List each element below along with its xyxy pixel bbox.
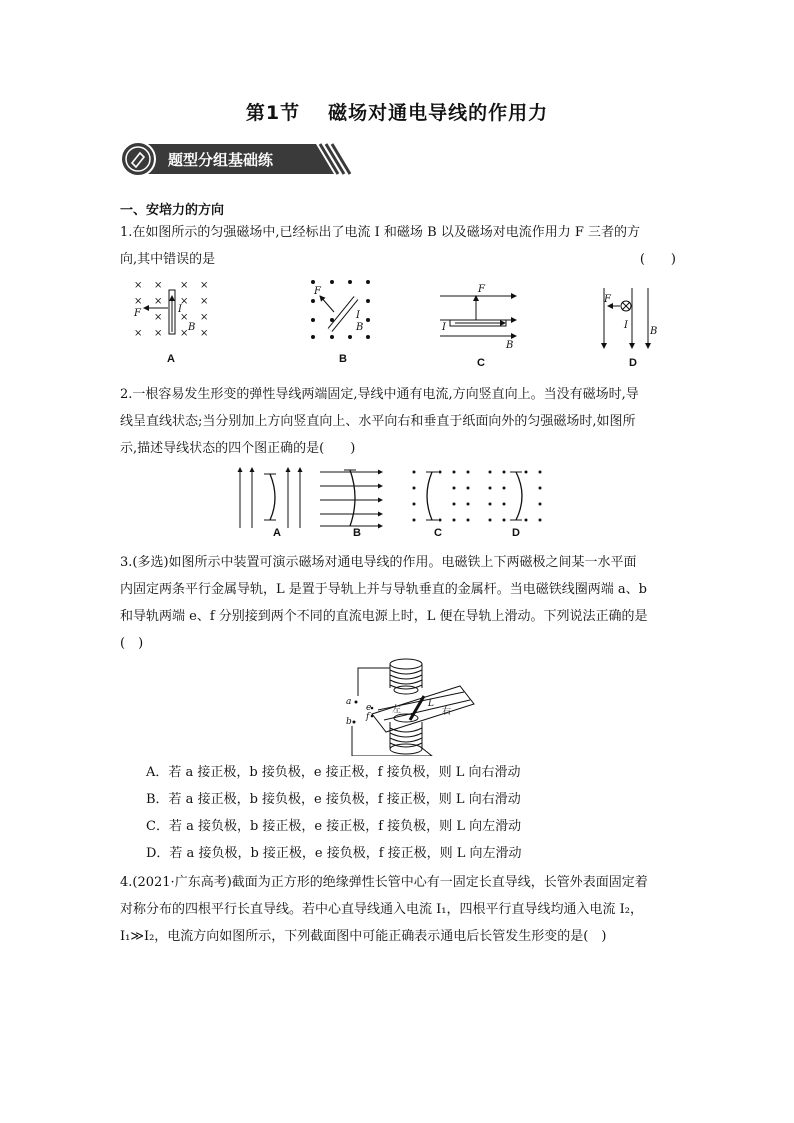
q3-option-b[interactable]: B．若 a 接正极，b 接负极，e 接负极，f 接正极，则 L 向右滑动	[146, 792, 521, 807]
label-i: I	[442, 322, 446, 333]
banner-graphic	[120, 141, 352, 177]
q3-line4: ( )	[120, 636, 144, 651]
q2-caption-c: C	[434, 527, 442, 539]
svg-text:×: ×	[134, 328, 143, 339]
svg-text:×: ×	[180, 280, 189, 291]
svg-text:×: ×	[154, 296, 163, 307]
q3-options	[146, 759, 522, 867]
q2-caption-d: D	[512, 527, 520, 539]
q3-line3: 和导轨两端 e、f 分别接到两个不同的直流电源上时，L 便在导轨上滑动。下列说法正确的是	[120, 609, 648, 624]
svg-text:×: ×	[154, 280, 163, 291]
banner-label: 题型分组基础练	[168, 151, 274, 169]
q2-figure-c	[413, 471, 470, 522]
svg-text:×: ×	[200, 280, 209, 291]
q2-figures	[236, 464, 556, 532]
svg-text:×: ×	[134, 296, 143, 307]
label-b: B	[356, 322, 364, 333]
svg-text:×: ×	[180, 328, 189, 339]
question-2	[120, 381, 676, 462]
q4-line3: I₁≫I₂，电流方向如图所示，下列截面图中可能正确表示通电后长管发生形变的是( )	[120, 929, 607, 944]
q1-figure-d	[603, 288, 657, 348]
label-i: I	[178, 304, 182, 315]
label-rod: L	[428, 699, 434, 709]
svg-text:×: ×	[200, 312, 209, 323]
q4-line1: 4.(2021·广东高考)截面为正方形的绝缘弹性长管中心有一固定长直导线，长管外表面固定着	[120, 875, 648, 890]
practice-banner	[120, 141, 352, 177]
q1-caption-c: C	[477, 357, 485, 369]
q1-figure-b	[311, 280, 370, 339]
q3-line2: 内固定两条平行金属导轨，L 是置于导轨上并与导轨垂直的金属杆。当电磁铁线圈两端 a、b	[120, 582, 647, 597]
q3-option-a[interactable]: A．若 a 接正极，b 接负极，e 接正极，f 接负极，则 L 向右滑动	[146, 765, 521, 780]
label-i: I	[624, 320, 628, 331]
question-3	[120, 549, 676, 657]
svg-text:×: ×	[134, 280, 143, 291]
q1-caption-a: A	[167, 353, 175, 365]
q1-figures	[120, 274, 680, 366]
q1-figure-a	[133, 280, 208, 339]
svg-text:×: ×	[154, 312, 163, 323]
label-f: f	[366, 712, 370, 722]
svg-text:×: ×	[154, 328, 163, 339]
q2-line2: 线呈直线状态;当分别加上方向竖直向上、水平向右和垂直于纸面向外的匀强磁场时,如图所	[120, 414, 636, 429]
svg-text:×: ×	[180, 312, 189, 323]
q3-option-c[interactable]: C．若 a 接负极，b 接正极，e 接正极，f 接负极，则 L 向左滑动	[146, 819, 522, 834]
svg-text:×: ×	[180, 296, 189, 307]
svg-text:×: ×	[200, 328, 209, 339]
question-4	[120, 869, 676, 950]
label-b: B	[188, 322, 196, 333]
label-b: B	[650, 326, 658, 337]
q1-figure-c	[440, 284, 516, 351]
q2-line3: 示,描述导线状态的四个图正确的是( )	[120, 441, 356, 456]
q1-answer-blank: ( )	[639, 252, 676, 267]
label-right: 右	[442, 707, 452, 717]
q2-figure-a	[240, 468, 300, 528]
svg-text:×: ×	[200, 296, 209, 307]
section-number: 第1节	[245, 102, 301, 124]
label-e: e	[366, 703, 372, 713]
q4-line2: 对称分布的四根平行长直导线。若中心直导线通入电流 I₁，四根平行直导线均通入电流 I₂，	[120, 902, 643, 917]
label-f: F	[604, 294, 611, 305]
q3-apparatus-figure	[342, 656, 476, 756]
q1-line1: 1.在如图所示的匀强磁场中,已经标出了电流 I 和磁场 B 以及磁场对电流作用力 F 三者的方	[120, 225, 641, 240]
label-a: a	[346, 697, 352, 707]
label-f: F	[478, 284, 485, 295]
q3-option-d[interactable]: D．若 a 接负极，b 接正极，e 接负极，f 接正极，则 L 向左滑动	[146, 846, 522, 861]
section-title: 磁场对通电导线的作用力	[328, 102, 549, 124]
label-b: B	[506, 340, 514, 351]
q2-caption-b: B	[353, 527, 361, 539]
q1-line2: 向,其中错误的是	[120, 252, 216, 267]
question-1	[120, 219, 676, 273]
q2-line1: 2.一根容易发生形变的弹性导线两端固定,导线中通有电流,方向竖直向上。当没有磁场时,导	[120, 387, 639, 402]
q3-line1: 3.(多选)如图所示中装置可演示磁场对通电导线的作用。电磁铁上下两磁极之间某一水平面	[120, 555, 637, 570]
page-title	[0, 98, 794, 125]
q2-figure-b	[320, 470, 382, 526]
label-f: F	[134, 308, 141, 319]
q2-figure-d	[489, 471, 542, 522]
q2-caption-a: A	[273, 527, 281, 539]
q1-caption-b: B	[339, 353, 347, 365]
label-i: I	[356, 310, 360, 321]
section-heading: 一、安培力的方向	[120, 203, 225, 218]
label-f: F	[314, 286, 321, 297]
label-b: b	[346, 717, 352, 727]
label-left: 左	[392, 705, 402, 715]
q1-caption-d: D	[629, 357, 637, 369]
